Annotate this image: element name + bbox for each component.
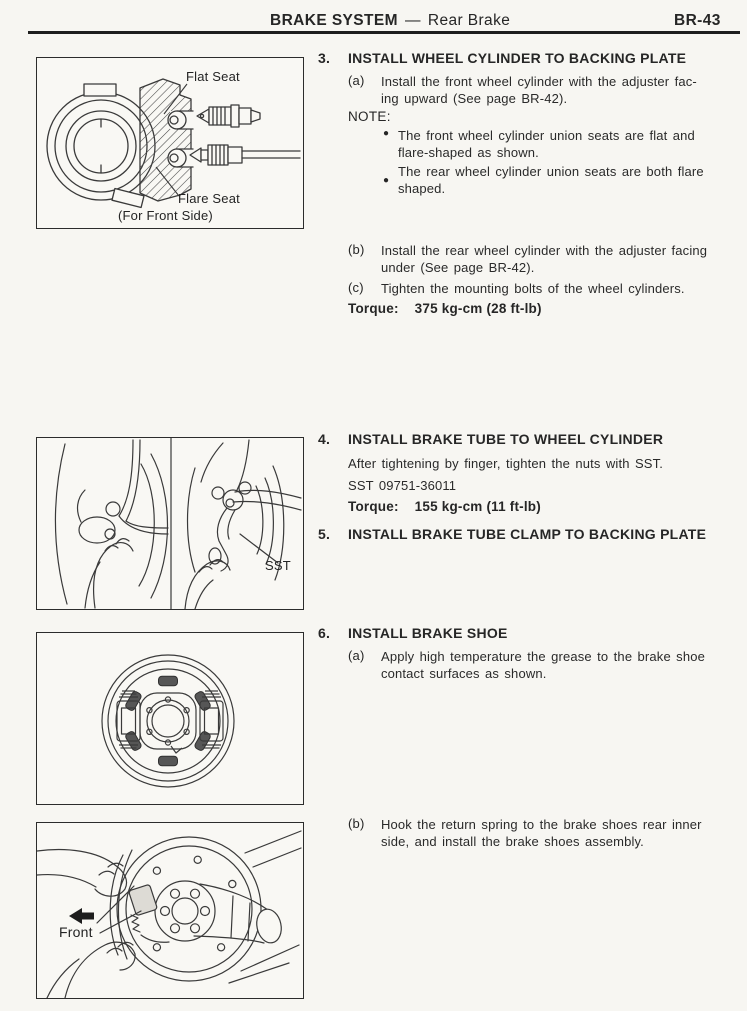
step3-number: 3. (318, 50, 331, 66)
front-direction-arrow (69, 908, 94, 924)
step4-torque-spec: Torque: 155 kg-cm (11 ft-lb) (348, 499, 541, 514)
page-number: BR-43 (674, 12, 721, 29)
step3-item-c-label: (c) (348, 280, 364, 295)
sst-label: SST (265, 558, 291, 573)
figure1-caption: (For Front Side) (118, 208, 213, 223)
header-rule (28, 31, 740, 34)
figure-brake-tube-sst (36, 437, 304, 610)
step3-item-b-label: (b) (348, 242, 365, 257)
step6-title: INSTALL BRAKE SHOE (348, 625, 508, 641)
bullet-icon: ● (383, 128, 390, 139)
front-label: Front (59, 924, 93, 940)
backing-plate-drawing (37, 633, 303, 804)
flare-seat-label: Flare Seat (178, 191, 240, 206)
header-separator: — (404, 12, 421, 29)
step3-note1-text: The front wheel cylinder union seats are flat and flare-shaped as shown. (398, 128, 695, 160)
bullet-icon: ● (383, 175, 390, 186)
left-panel-group (55, 440, 168, 608)
step3-item-a-text: Install the front wheel cylinder with the adjuster fac- ing upward (See page BR-42). (381, 74, 697, 106)
hub-group (140, 693, 196, 753)
axle-shaft-group (194, 831, 301, 983)
flat-seat-label: Flat Seat (186, 69, 240, 84)
step6-item-b-text: Hook the return spring to the brake shoes rear inner side, and install the brake shoes assembly. (381, 817, 702, 849)
step4-title: INSTALL BRAKE TUBE TO WHEEL CYLINDER (348, 431, 664, 447)
step3-note2-text: The rear wheel cylinder union seats are both flare shaped. (398, 164, 704, 196)
header-subsection-title: Rear Brake (427, 12, 511, 29)
grease-contact-patches-group (124, 676, 211, 766)
step4-number: 4. (318, 431, 331, 447)
figure-wheel-cylinder-section (36, 57, 304, 229)
step3-note-label: NOTE: (348, 109, 391, 124)
page-header-title (270, 12, 510, 30)
step6-item-b-label: (b) (348, 816, 365, 831)
step3-item-a-label: (a) (348, 73, 365, 88)
step3-item-c-text: Tighten the mounting bolts of the wheel cylinders. (381, 281, 685, 296)
step5-title: INSTALL BRAKE TUBE CLAMP TO BACKING PLATE (348, 526, 707, 542)
figure-grease-contact-surfaces (36, 632, 304, 805)
bleeder-plug-group (197, 105, 260, 127)
step6-item-a-label: (a) (348, 648, 365, 663)
step3-title: INSTALL WHEEL CYLINDER TO BACKING PLATE (348, 50, 687, 66)
figure-brake-shoe-install (36, 822, 304, 999)
step4-sst-number: SST 09751-36011 (348, 478, 457, 493)
brake-tube-drawing (37, 438, 303, 609)
right-panel-group (171, 438, 301, 609)
step6-item-a-text: Apply high temperature the grease to the brake shoe contact surfaces as shown. (381, 649, 705, 681)
step3-torque-spec: Torque: 375 kg-cm (28 ft-lb) (348, 301, 542, 316)
shoe-assembly-drawing (37, 823, 303, 998)
tube-flare-nut-group (190, 145, 300, 165)
step6-number: 6. (318, 625, 331, 641)
cylinder-body-group (47, 79, 193, 207)
step4-line1: After tightening by finger, tighten the nuts with SST. (348, 456, 664, 471)
wheel-cylinder-drawing (37, 58, 303, 228)
header-section-title: BRAKE SYSTEM (270, 12, 398, 29)
step5-number: 5. (318, 526, 331, 542)
step3-item-b-text: Install the rear wheel cylinder with the adjuster facing under (See page BR-42). (381, 243, 708, 275)
